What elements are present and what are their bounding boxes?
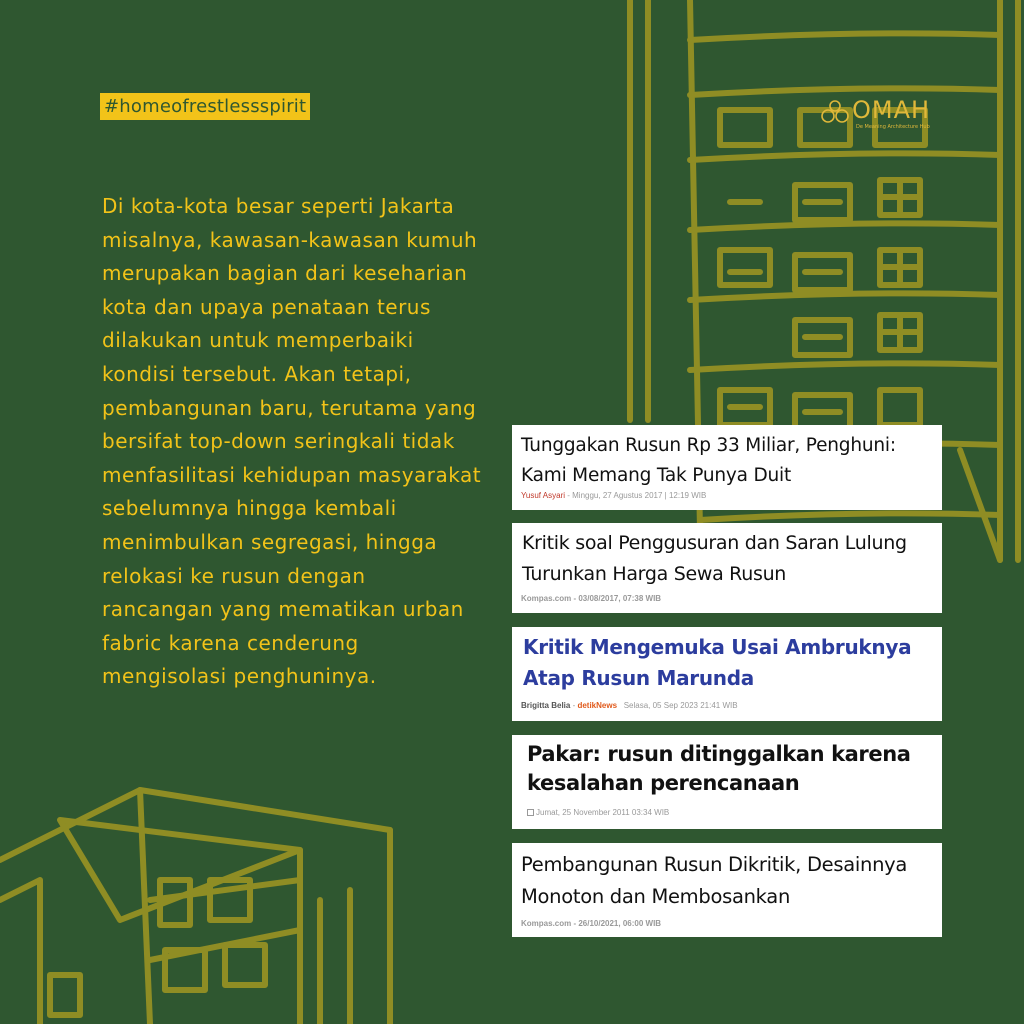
news-date: Kompas.com - 26/10/2021, 06:00 WIB — [521, 919, 662, 928]
news-author: Brigitta Belia — [521, 701, 571, 710]
news-card[interactable] — [512, 735, 942, 829]
news-card[interactable] — [512, 627, 942, 721]
news-date: Selasa, 05 Sep 2023 21:41 WIB — [623, 701, 738, 710]
main-paragraph: Di kota-kota besar seperti Jakarta misalnya, kawasan-kawasan kumuh merupakan bagian dari keseharian kota dan upaya penataan terus dilakukan untuk memperbaiki kondisi tersebut. Akan tetapi, pembangunan baru, terutama yang bersifat top-down seringkali tidak menfasilitasi kehidupan masyarakat sebelumnya hingga kembali menimbulkan segregasi, hingga relokasi ke rusun dengan rancangan yang mematikan urban fabric karena cenderung mengisolasi penghuninya. — [102, 194, 482, 689]
news-headline[interactable]: Kritik Mengemuka Usai Ambruknya Atap Rusun Marunda — [523, 635, 912, 690]
calendar-icon — [527, 809, 534, 816]
news-source: detikNews — [577, 701, 618, 710]
omah-logo — [820, 96, 940, 136]
news-headline[interactable]: Tunggakan Rusun Rp 33 Miliar, Penghuni: Kami Memang Tak Punya Duit — [521, 435, 896, 486]
news-meta — [521, 919, 661, 928]
news-author: Yusuf Asyari — [521, 491, 566, 500]
news-date: Kompas.com - 03/08/2017, 07:38 WIB — [521, 594, 662, 603]
hashtag-label: #homeofrestlessspirit — [100, 93, 310, 120]
news-headline[interactable]: Pembangunan Rusun Dikritik, Desainnya Monoton dan Membosankan — [521, 853, 908, 908]
news-headline[interactable]: Kritik soal Penggusuran dan Saran Lulung Turunkan Harga Sewa Rusun — [522, 532, 907, 585]
news-meta — [521, 491, 706, 500]
news-meta: Brigitta Belia - detikNews Selasa, 05 Sep 2023 21:41 WIB — [521, 701, 738, 710]
news-date: Jumat, 25 November 2011 03:34 WIB — [536, 808, 670, 817]
news-date: - Minggu, 27 Agustus 2017 | 12:19 WIB — [565, 491, 707, 500]
logo-tagline: De Meaning Architecture Hub — [856, 124, 930, 130]
logo-icon — [820, 100, 850, 126]
news-card[interactable] — [512, 425, 942, 510]
news-card[interactable] — [512, 843, 942, 937]
news-headline[interactable]: Pakar: rusun ditinggalkan karena kesalahan perencanaan — [527, 742, 911, 795]
news-meta — [521, 594, 661, 603]
news-meta — [527, 808, 669, 817]
logo-name: OMAH — [852, 96, 931, 124]
news-card[interactable] — [512, 523, 942, 613]
